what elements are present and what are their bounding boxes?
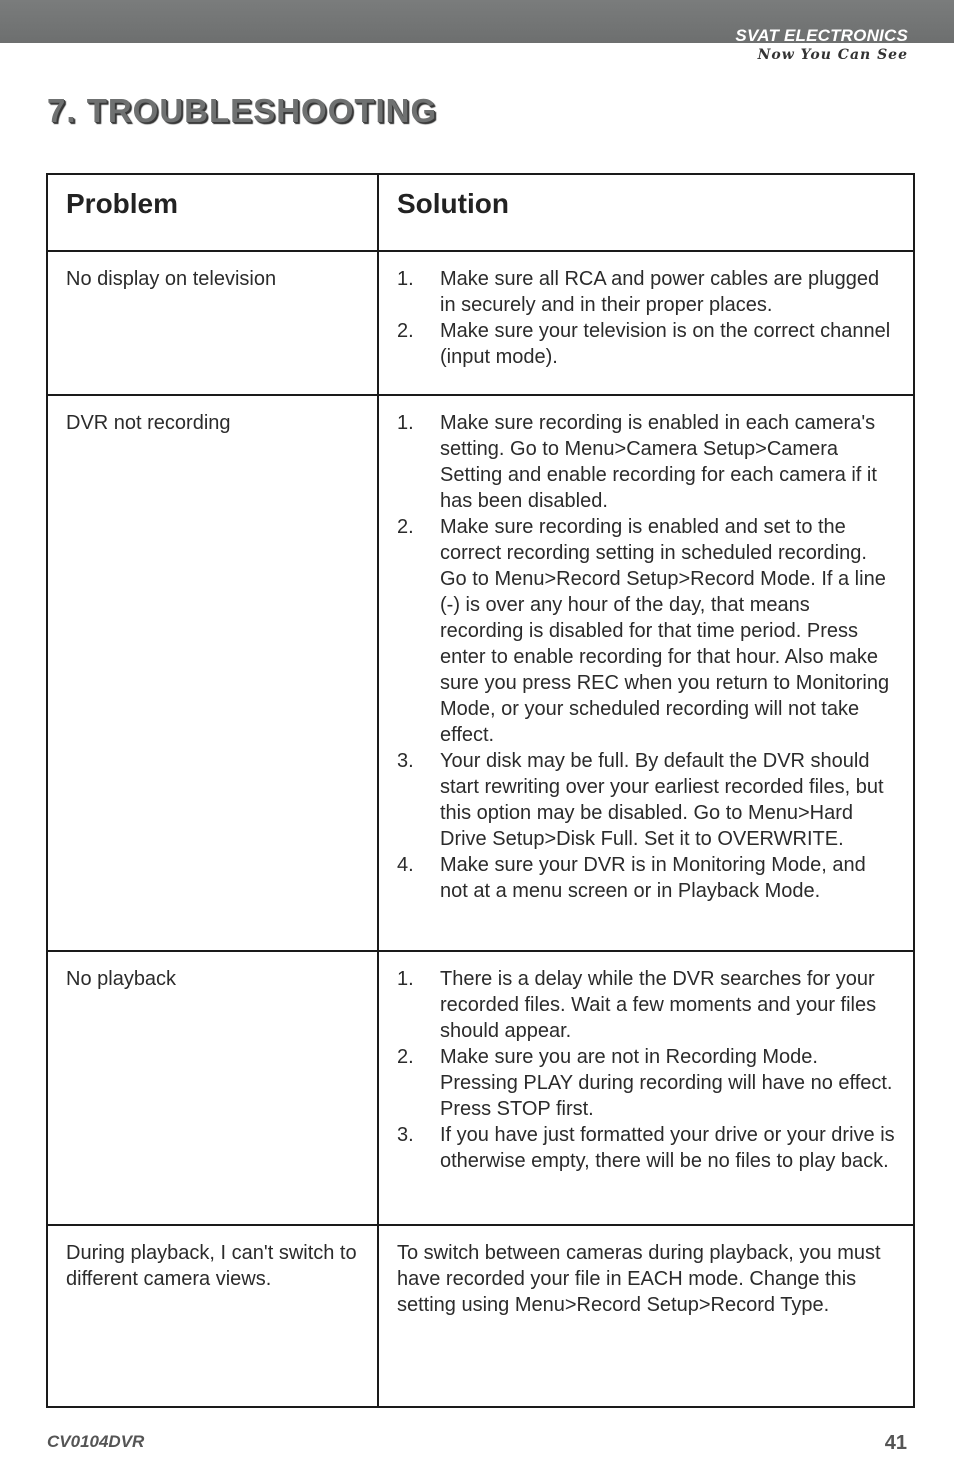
solution-cell — [378, 395, 914, 951]
footer-model: CV0104DVR — [47, 1432, 145, 1451]
solution-step: Make sure your DVR is in Monitoring Mode, and not at a menu screen or in Playback Mode. — [440, 854, 866, 902]
solution-steps — [397, 266, 895, 370]
problem-cell: During playback, I can't switch to different camera views. — [47, 1225, 378, 1407]
table-header-row — [47, 174, 914, 251]
solution-step: Make sure your television is on the correct channel (input mode). — [440, 320, 891, 368]
problem-cell: DVR not recording — [47, 395, 378, 951]
brand-block — [735, 26, 908, 64]
problem-cell: No display on television — [47, 251, 378, 395]
column-header-problem: Problem — [47, 174, 378, 251]
solution-steps — [397, 410, 895, 904]
brand-tagline: Now You Can See — [757, 47, 908, 63]
solution-step: Your disk may be full. By default the DVR should start rewriting over your earliest recorded files, but this option may be disabled. Go to Menu>Hard Drive Setup>Disk Full. Set it to OVERWRITE. — [440, 750, 884, 850]
table-row — [47, 395, 914, 951]
solution-step: There is a delay while the DVR searches for your recorded files. Wait a few moments and your files should appear. — [440, 968, 877, 1042]
solution-step: Make sure recording is enabled in each camera's setting. Go to Menu>Camera Setup>Camera Setting and enable recording for each camera if it has been disabled. — [440, 412, 877, 512]
solution-cell — [378, 951, 914, 1225]
troubleshooting-table — [46, 173, 915, 1408]
brand-name: SVAT ELECTRONICS — [735, 26, 908, 45]
page-number: 41 — [884, 1432, 907, 1454]
table-row — [47, 1225, 914, 1407]
solution-step: Make sure all RCA and power cables are plugged in securely and in their proper places. — [440, 268, 880, 316]
page-title: 7. TROUBLESHOOTING — [47, 92, 438, 129]
table-row — [47, 951, 914, 1225]
problem-cell: No playback — [47, 951, 378, 1225]
solution-cell: To switch between cameras during playback, you must have recorded your file in EACH mode. Change this setting using Menu>Record Setup>Record Type. — [378, 1225, 914, 1407]
solution-step: Make sure you are not in Recording Mode. Pressing PLAY during recording will have no effect. Press STOP first. — [440, 1046, 893, 1120]
solution-cell — [378, 251, 914, 395]
solution-step: If you have just formatted your drive or your drive is otherwise empty, there will be no files to play back. — [440, 1124, 895, 1172]
table-row — [47, 251, 914, 395]
column-header-solution: Solution — [378, 174, 914, 251]
solution-step: Make sure recording is enabled and set to the correct recording setting in scheduled recording. Go to Menu>Record Setup>Record Mode. If a line (-) is over any hour of the day, that means recording is disabled for that time period. Press enter to enable recording for that hour. Also make sure you press REC when you return to Monitoring Mode, or your scheduled recording will not take effect. — [440, 516, 890, 746]
solution-steps — [397, 966, 895, 1174]
